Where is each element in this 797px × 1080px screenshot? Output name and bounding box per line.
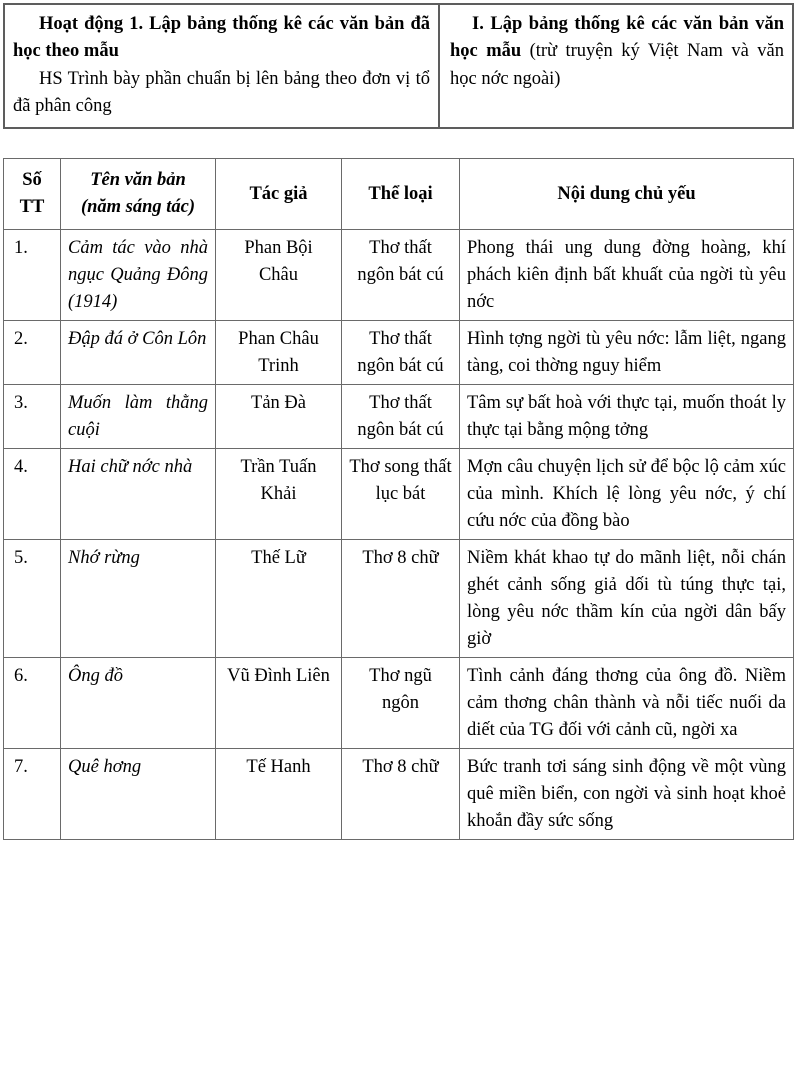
- cell-name: Quê hơng: [61, 749, 216, 840]
- table-row: [4, 540, 794, 658]
- cell-genre: Thơ 8 chữ: [342, 540, 460, 658]
- cell-stt: 5.: [4, 540, 61, 658]
- column-header-stt: Số TT: [4, 159, 61, 230]
- cell-author: Tế Hanh: [216, 749, 342, 840]
- cell-genre: Thơ thất ngôn bát cú: [342, 385, 460, 449]
- cell-genre: Thơ ngũ ngôn: [342, 658, 460, 749]
- cell-content: Tâm sự bất hoà với thực tại, muốn thoát ly thực tại bằng mộng tởng: [460, 385, 794, 449]
- cell-author: Vũ Đình Liên: [216, 658, 342, 749]
- cell-content: Phong thái ung dung đờng hoàng, khí phách kiên định bất khuất của ngời tù yêu nớc: [460, 230, 794, 321]
- section-heading-wrapper: [450, 11, 784, 93]
- literature-table: [3, 158, 794, 840]
- cell-content: Niềm khát khao tự do mãnh liệt, nỗi chán ghét cảnh sống giả dối tù túng thực tại, lòng yêu nớc thầm kín của ngời dân bấy giờ: [460, 540, 794, 658]
- cell-stt: 6.: [4, 658, 61, 749]
- cell-author: Tản Đà: [216, 385, 342, 449]
- cell-name: Hai chữ nớc nhà: [61, 449, 216, 540]
- table-row: [4, 658, 794, 749]
- cell-stt: 7.: [4, 749, 61, 840]
- cell-name: Muốn làm thằng cuội: [61, 385, 216, 449]
- activity-box: [3, 3, 794, 129]
- column-header-author: Tác giả: [216, 159, 342, 230]
- table-header-row: [4, 159, 794, 230]
- cell-content: Hình tợng ngời tù yêu nớc: lẫm liệt, ngang tàng, coi thờng nguy hiểm: [460, 321, 794, 385]
- section-heading: I. Lập bảng thống kê các văn bản văn học mẫu: [450, 14, 784, 62]
- cell-name: Cảm tác vào nhà ngục Quảng Đông (1914): [61, 230, 216, 321]
- cell-genre: Thơ thất ngôn bát cú: [342, 321, 460, 385]
- column-header-name: Tên văn bản (năm sáng tác): [61, 159, 216, 230]
- table-row: [4, 230, 794, 321]
- activity-heading-wrapper: [13, 11, 430, 66]
- cell-stt: 4.: [4, 449, 61, 540]
- cell-name: Nhớ rừng: [61, 540, 216, 658]
- table-body: [4, 230, 794, 840]
- cell-genre: Thơ thất ngôn bát cú: [342, 230, 460, 321]
- table-row: [4, 385, 794, 449]
- table-row: [4, 321, 794, 385]
- cell-name: Ông đồ: [61, 658, 216, 749]
- cell-content: Bức tranh tơi sáng sinh động về một vùng quê miền biển, con ngời và sinh hoạt khoẻ khoắn đầy sức sống: [460, 749, 794, 840]
- activity-heading: Hoạt động 1. Lập bảng thống kê các văn bản đã học theo mẫu: [13, 14, 430, 62]
- table-row: [4, 449, 794, 540]
- cell-stt: 2.: [4, 321, 61, 385]
- cell-content: Mợn câu chuyện lịch sử để bộc lộ cảm xúc của mình. Khích lệ lòng yêu nớc, ý chí cứu nớc của đồng bào: [460, 449, 794, 540]
- column-header-genre: Thể loại: [342, 159, 460, 230]
- activity-body: HS Trình bày phần chuẩn bị lên bảng theo đơn vị tổ đã phân công: [13, 68, 430, 117]
- section-heading-note: (trừ truyện ký Việt Nam và văn học nớc ngoài): [450, 41, 784, 89]
- cell-author: Phan Bội Châu: [216, 230, 342, 321]
- cell-author: Phan Châu Trinh: [216, 321, 342, 385]
- cell-genre: Thơ song thất lục bát: [342, 449, 460, 540]
- cell-stt: 1.: [4, 230, 61, 321]
- cell-author: Thế Lữ: [216, 540, 342, 658]
- cell-name: Đập đá ở Côn Lôn: [61, 321, 216, 385]
- activity-right-column: [440, 5, 792, 127]
- cell-stt: 3.: [4, 385, 61, 449]
- table-row: [4, 749, 794, 840]
- cell-author: Trần Tuấn Khải: [216, 449, 342, 540]
- activity-left-column: [5, 5, 440, 127]
- column-header-content: Nội dung chủ yếu: [460, 159, 794, 230]
- cell-content: Tình cảnh đáng thơng của ông đồ. Niềm cảm thơng chân thành và nỗi tiếc nuối da diết của TG đối với cảnh cũ, ngời xa: [460, 658, 794, 749]
- cell-genre: Thơ 8 chữ: [342, 749, 460, 840]
